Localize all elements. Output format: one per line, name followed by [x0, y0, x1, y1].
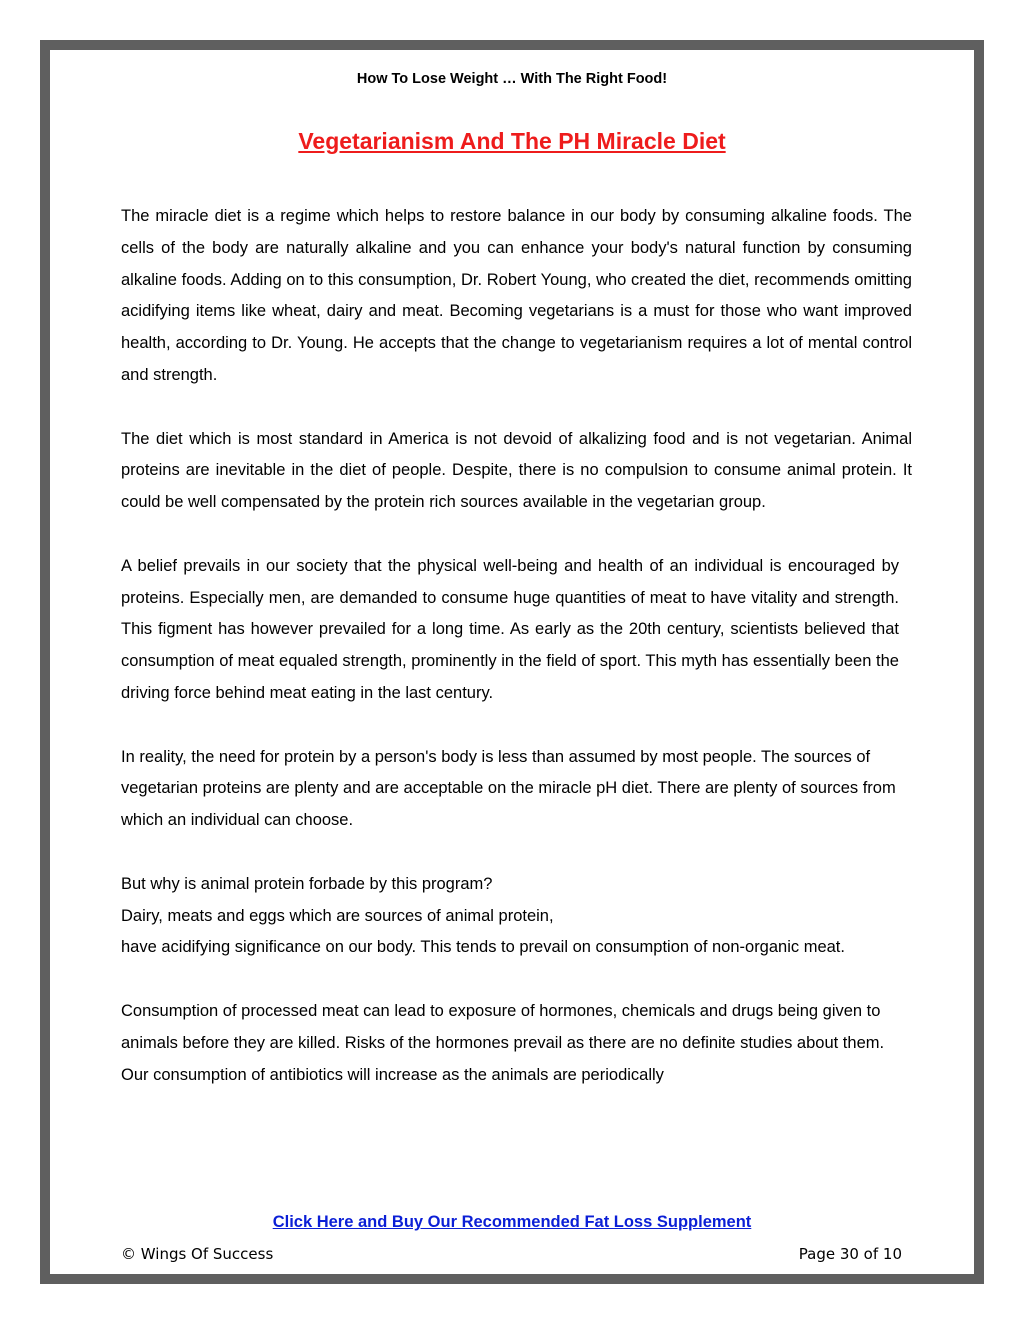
question-line-3: have acidifying significance on our body. This tends to prevail on consumption of non-organic meat. [121, 938, 845, 957]
page-frame [40, 40, 984, 1284]
question-line-1: But why is animal protein forbade by this program? [121, 874, 493, 893]
running-header: How To Lose Weight … With The Right Food! [356, 71, 668, 87]
paragraph-2: The diet which is most standard in America is not devoid of alkalizing food and is not vegetarian. Animal proteins are inevitable in the diet of people. Despite, there is no compulsion to consume animal protein. It could be well compensated by the protein rich sources available in the vegetarian group. [121, 429, 912, 512]
paragraph-4: In reality, the need for protein by a person's body is less than assumed by most people. The sources of vegetarian proteins are plenty and are acceptable on the miracle pH diet. There are plenty of sources from which an individual can choose. [121, 747, 896, 830]
article-title: Vegetarianism And The PH Miracle Diet [298, 128, 726, 154]
paragraph-3: A belief prevails in our society that the physical well-being and health of an individual is encouraged by proteins. Especially men, are demanded to consume huge quantities of meat to have vitality and strength. This figment has however prevailed for a long time. As early as the 20th century, scientists believed that consumption of meat equaled strength, prominently in the field of sport. This myth has essentially been the driving force behind meat eating in the last century. [121, 556, 899, 702]
paragraph-1: The miracle diet is a regime which helps to restore balance in our body by consuming alkaline foods. The cells of the body are naturally alkaline and you can enhance your body's natural function by consuming alkaline foods. Adding on to this consumption, Dr. Robert Young, who created the diet, recommends omitting acidifying items like wheat, dairy and meat. Becoming vegetarians is a must for those who want improved health, according to Dr. Young. He accepts that the change to vegetarianism requires a lot of mental control and strength. [121, 207, 912, 384]
paragraph-6: Consumption of processed meat can lead to exposure of hormones, chemicals and drugs being given to animals before they are killed. Risks of the hormones prevail as there are no definite studies about them. Our consumption of antibiotics will increase as the animals are periodically [121, 1001, 885, 1084]
page-number: Page 30 of 10 [798, 1245, 902, 1263]
buy-supplement-link[interactable]: Click Here and Buy Our Recommended Fat Loss Supplement [272, 1213, 752, 1231]
copyright-notice: © Wings Of Success [121, 1245, 274, 1263]
question-line-2: Dairy, meats and eggs which are sources of animal protein, [121, 906, 554, 925]
article-body [121, 201, 912, 1123]
paragraph-5 [121, 869, 899, 964]
